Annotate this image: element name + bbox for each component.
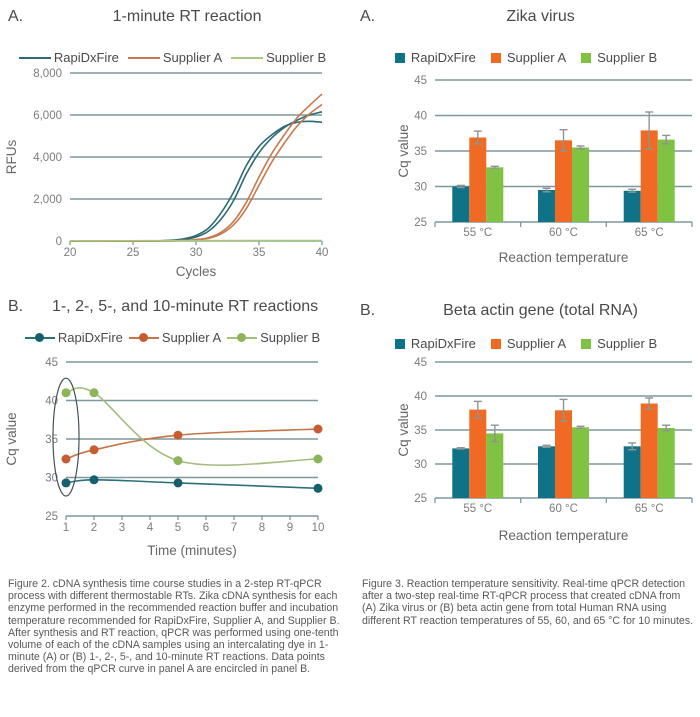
bar [555,410,572,498]
svg-text:65 °C: 65 °C [634,227,664,239]
svg-text:60 °C: 60 °C [549,227,578,239]
zika-cq-bar-chart [352,66,700,274]
legend-label: Supplier A [161,330,222,345]
panel-title: Beta actin gene (total RNA) [443,302,638,319]
data-point [314,455,323,464]
panel-label: A. [360,8,376,25]
data-point [62,388,71,397]
series-line-supplier-a-rep-1 [70,94,322,241]
bar [469,138,486,223]
x-axis-title: Time (minutes) [147,543,237,558]
legend-item-rapidxfire [395,50,476,65]
bar [452,187,469,223]
x-axis-ticks [64,241,329,259]
legend-marker-dot [35,333,44,342]
svg-text:45: 45 [414,75,427,87]
bar [486,433,503,498]
x-axis-title: Cycles [175,264,217,279]
time-course-line-chart [0,352,345,564]
svg-text:40: 40 [414,110,427,123]
data-point [314,425,323,434]
legend-label: RapiDxFire [53,50,119,65]
legend-zika [352,50,700,65]
svg-text:35: 35 [414,146,427,158]
svg-text:0: 0 [55,236,62,248]
svg-text:25: 25 [126,247,140,259]
caption-figure-3: Figure 3. Reaction temperature sensitivity. Real-time qPCR detection after a two-step real-time RT-qPCR process that created cDNA from (A) Zika virus or (B) beta actin gene from total Human RNA using different RT reaction temperatures of 55, 60, and 65 °C for 10 minutes. [362,578,694,627]
y-axis-title: Cq value [4,412,19,466]
x-axis-ticks [435,498,692,515]
svg-text:60 °C: 60 °C [549,503,578,515]
panel-rt1-minute-reaction [0,8,345,294]
x-axis-ticks [63,516,325,534]
legend-swatch [227,337,257,339]
error-bars-supplier-a [474,112,653,151]
error-bars-supplier-a [474,398,653,421]
gridlines [66,362,318,478]
legend-label: RapiDxFire [410,336,476,351]
svg-text:45: 45 [45,357,58,369]
panel-beta-actin [352,294,700,578]
legend-label: Supplier A [506,50,567,65]
data-point [90,445,99,454]
beta-actin-cq-bar-chart [352,352,700,554]
series-line-supplier-b [66,388,318,465]
data-point [174,456,183,465]
y-axis-tick-labels [414,75,427,229]
bar [572,427,589,498]
svg-text:65 °C: 65 °C [634,503,664,515]
svg-text:10: 10 [311,522,325,534]
series-line-supplier-a [66,429,318,459]
legend-swatch [491,53,501,63]
svg-text:55 °C: 55 °C [463,227,493,239]
svg-text:25: 25 [414,217,427,229]
legend-swatch [129,337,159,339]
series-line-rapidxfire [66,480,318,489]
svg-text:45: 45 [414,357,427,369]
legend-item-supplier-a [491,50,566,65]
legend-label: Supplier A [162,50,223,65]
svg-text:4,000: 4,000 [33,152,62,164]
x-axis-ticks [435,222,692,239]
svg-text:25: 25 [414,493,427,505]
legend-marker-dot [139,333,148,342]
legend-swatch [491,339,501,349]
bar [469,410,486,498]
bar [658,140,675,222]
legend-beta [352,336,700,351]
svg-text:6: 6 [202,522,210,534]
panel-label: A. [8,8,24,25]
svg-text:8,000: 8,000 [33,68,62,80]
y-axis-title: Cq value [396,403,411,457]
y-axis-title: RFUs [4,139,19,175]
qpcr-amplification-chart [0,58,345,286]
bar [486,167,503,222]
svg-text:30: 30 [414,181,427,194]
svg-text:5: 5 [174,522,182,534]
legend-item-supplier-b [581,50,657,65]
series-line-rapidxfire-rep-1 [70,121,322,241]
legend-label: Supplier B [597,50,658,65]
legend-timecourse [0,330,345,345]
series-line-rapidxfire-rep-2 [70,112,322,241]
legend-swatch [25,337,55,339]
svg-text:35: 35 [45,434,58,446]
legend-swatch [581,339,591,349]
bar [572,148,589,223]
bar [555,140,572,222]
bar [538,446,555,498]
panel-header [360,8,694,26]
bar [538,190,555,222]
data-point [90,475,99,484]
data-point [90,388,99,397]
y-axis-tick-labels [414,357,427,505]
panel-title: Zika virus [506,8,575,25]
legend-label: Supplier A [506,336,567,351]
svg-text:7: 7 [230,522,238,534]
svg-text:2,000: 2,000 [33,194,62,206]
x-axis-title: Reaction temperature [498,250,629,265]
legend-item-supplier-a [129,330,221,345]
svg-text:6,000: 6,000 [33,110,62,122]
legend-item-supplier-b [227,330,320,345]
bar [452,448,469,498]
panel-title: 1-, 2-, 5-, and 10-minute RT reactions [51,298,319,315]
svg-text:4: 4 [146,522,154,534]
legend-label: Supplier B [597,336,658,351]
panel-header [8,8,339,26]
panel-label: B. [360,302,376,319]
svg-text:30: 30 [189,247,203,259]
legend-label: Supplier B [266,50,327,65]
legend-swatch [395,53,405,63]
panel-label: B. [8,298,24,315]
legend-item-rapidxfire [25,330,123,345]
legend-swatch [581,53,591,63]
svg-text:9: 9 [286,522,294,534]
svg-text:20: 20 [63,247,77,259]
bar [624,191,641,222]
y-axis-tick-labels [33,68,62,248]
panel-header [360,302,694,320]
panel-zika-virus [352,8,700,294]
data-point [314,484,323,493]
data-point [62,455,71,464]
svg-text:30: 30 [414,459,427,471]
svg-text:35: 35 [414,425,427,437]
x-axis-title: Reaction temperature [498,528,629,543]
svg-text:35: 35 [252,247,266,259]
data-point [62,478,71,487]
svg-text:55 °C: 55 °C [463,503,493,515]
legend-item-supplier-b [581,336,657,351]
legend-label: RapiDxFire [410,50,476,65]
bar [658,428,675,498]
panel-title: 1-minute RT reaction [112,8,262,25]
series-line-supplier-a-rep-2 [70,105,322,242]
svg-text:1: 1 [62,522,70,534]
bar [624,446,641,498]
legend-item-supplier-a [491,336,566,351]
legend-marker-dot [237,333,246,342]
data-point [174,478,183,487]
y-axis-title: Cq value [396,124,411,178]
y-axis-tick-labels [45,357,58,523]
panel-header [8,298,339,316]
legend-item-rapidxfire [395,336,476,351]
svg-text:8: 8 [258,522,266,534]
svg-text:25: 25 [45,511,58,523]
data-point [174,431,183,440]
legend-label: RapiDxFire [57,330,123,345]
panel-time-course [0,294,345,578]
caption-figure-2: Figure 2. cDNA synthesis time course studies in a 2-step RT-qPCR process with different thermostable RTs. Zika cDNA synthesis for each enzyme performed in the recommended reaction buffer and incubation temperature recommended for RapiDxFire, Supplier A, and Supplier B. After synthesis and RT reaction, qPCR was performed using one-tenth volume of each of the cDNA samples using an intercalating dye in 1-minute (A) or (B) 1-, 2-, 5-, and 10-minute RT reactions. Data points derived from the qPCR curve in panel A are encircled in panel B. [8,578,340,676]
svg-text:40: 40 [45,395,58,408]
bar [641,404,658,499]
svg-text:30: 30 [45,472,58,485]
svg-text:3: 3 [118,522,126,534]
svg-text:2: 2 [90,522,98,534]
svg-text:40: 40 [414,391,427,403]
legend-label: Supplier B [260,330,321,345]
svg-text:40: 40 [315,247,329,259]
legend-swatch [395,339,405,349]
